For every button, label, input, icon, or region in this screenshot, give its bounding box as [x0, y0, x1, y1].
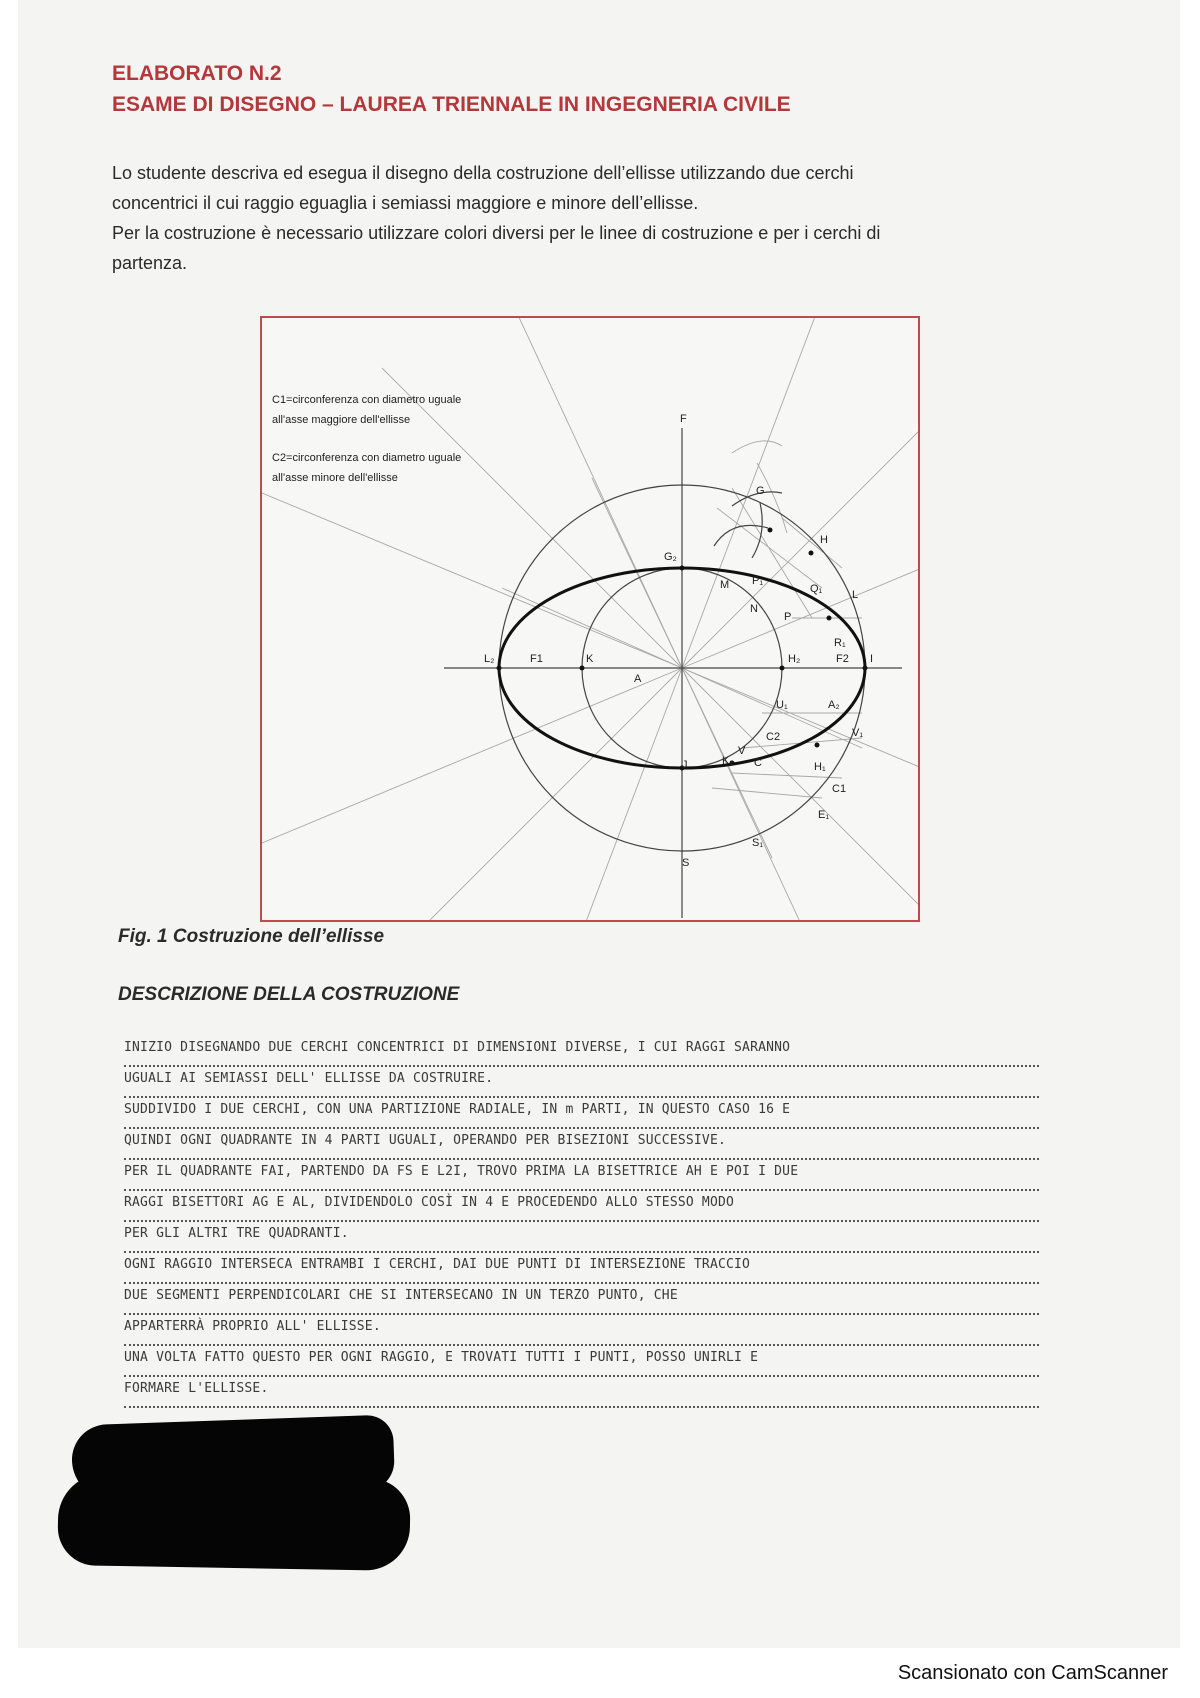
radial-line [262, 493, 682, 668]
handwritten-description [124, 1036, 1039, 1408]
document-title: ELABORATO N.2 [112, 62, 282, 85]
point-label: P₁ [752, 575, 764, 587]
point-marker [780, 666, 785, 671]
point-label: Q₁ [810, 583, 823, 595]
instructions-line: concentrici il cui raggio eguaglia i semiassi maggiore e minore dell’ellisse. [112, 193, 699, 213]
point-label: L [852, 589, 859, 601]
handwritten-line: QUINDI OGNI QUADRANTE IN 4 PARTI UGUALI, OPERANDO PER BISEZIONI SUCCESSIVE. [124, 1129, 1039, 1160]
radial-line [682, 318, 822, 668]
point-label: A [634, 673, 642, 685]
radial-line [510, 318, 682, 668]
radial-line [682, 668, 918, 843]
handwritten-line: FORMARE L'ELLISSE. [124, 1377, 1039, 1408]
point-label: F2 [836, 653, 849, 665]
point-label: P [784, 611, 792, 623]
radial-line [592, 478, 682, 668]
handwritten-line: RAGGI BISETTORI AG E AL, DIVIDENDOLO COSÌ IN 4 E PROCEDENDO ALLO STESSO MODO [124, 1191, 1039, 1222]
point-marker [827, 616, 832, 621]
handwritten-line: UNA VOLTA FATTO QUESTO PER OGNI RAGGIO, E TROVATI TUTTI I PUNTI, POSSO UNIRLI E [124, 1346, 1039, 1377]
point-label: G [756, 485, 765, 497]
legend-c2 [272, 448, 461, 488]
point-label: M [720, 579, 730, 591]
point-label: I [870, 653, 874, 665]
radial-line [262, 668, 682, 843]
redaction-block [57, 1473, 411, 1571]
point-label: K₁ [722, 755, 734, 767]
point-marker [580, 666, 585, 671]
point-label: R₁ [834, 637, 846, 649]
construction-arc [714, 492, 782, 558]
point-label: U₁ [776, 699, 788, 711]
legend-c1 [272, 390, 461, 430]
construction-line [717, 488, 862, 618]
point-marker [768, 528, 773, 533]
handwritten-line: UGUALI AI SEMIASSI DELL' ELLISSE DA COSTRUIRE. [124, 1067, 1039, 1098]
point-label: C1 [832, 783, 847, 795]
point-label: C2 [766, 731, 781, 743]
point-label: C [754, 757, 762, 769]
radial-line [682, 368, 918, 668]
instructions-line: Per la costruzione è necessario utilizzare colori diversi per le linee di costruzione e per i cerchi di [112, 223, 881, 243]
point-label: S [682, 857, 690, 869]
handwritten-line: PER IL QUADRANTE FAI, PARTENDO DA FS E L2I, TROVO PRIMA LA BISETTRICE AH E POI I DUE [124, 1160, 1039, 1191]
legend-line: C1=circonferenza con diametro uguale [272, 394, 462, 406]
point-label: H₁ [814, 761, 826, 773]
point-marker [815, 743, 820, 748]
point-label: N [750, 603, 758, 615]
point-label: H₂ [788, 653, 801, 665]
handwritten-line: INIZIO DISEGNANDO DUE CERCHI CONCENTRICI DI DIMENSIONI DIVERSE, I CUI RAGGI SARANNO [124, 1036, 1039, 1067]
radial-line [382, 668, 682, 920]
legend-line: C2=circonferenza con diametro uguale [272, 452, 462, 464]
point-marker [497, 666, 502, 671]
figure-caption: Fig. 1 Costruzione dell’ellisse [118, 926, 385, 947]
radial-line [542, 668, 682, 920]
point-label: L₂ [484, 653, 495, 665]
point-label: E₁ [818, 809, 830, 821]
handwritten-line: DUE SEGMENTI PERPENDICOLARI CHE SI INTERSECANO IN UN TERZO PUNTO, CHE [124, 1284, 1039, 1315]
point-label: K [586, 653, 594, 665]
point-marker [863, 666, 868, 671]
handwritten-line: PER GLI ALTRI TRE QUADRANTI. [124, 1222, 1039, 1253]
handwritten-line: APPARTERRÀ PROPRIO ALL' ELLISSE. [124, 1315, 1039, 1346]
section-heading: DESCRIZIONE DELLA COSTRUZIONE [118, 984, 460, 1005]
point-label: V [738, 745, 746, 757]
document-subtitle: ESAME DI DISEGNO – LAUREA TRIENNALE IN INGEGNERIA CIVILE [112, 93, 791, 116]
point-label: G₂ [664, 551, 677, 563]
radial-line [682, 493, 918, 668]
instructions-text [112, 158, 1072, 278]
instructions-line: Lo studente descriva ed esegua il disegno della costruzione dell’ellisse utilizzando due cerchi [112, 163, 854, 183]
point-marker [809, 551, 814, 556]
handwritten-line: SUDDIVIDO I DUE CERCHI, CON UNA PARTIZIONE RADIALE, IN m PARTI, IN QUESTO CASO 16 E [124, 1098, 1039, 1129]
instructions-line: partenza. [112, 253, 188, 273]
legend-line: all'asse maggiore dell'ellisse [272, 414, 411, 426]
point-label: H [820, 534, 828, 546]
handwritten-line: OGNI RAGGIO INTERSECA ENTRAMBI I CERCHI, DAI DUE PUNTI DI INTERSEZIONE TRACCIO [124, 1253, 1039, 1284]
legend-line: all'asse minore dell'ellisse [272, 472, 398, 484]
ellipse-construction-figure [260, 316, 920, 922]
point-label: F [680, 413, 687, 425]
point-label: F1 [530, 653, 543, 665]
point-label: J [682, 759, 688, 771]
point-marker [680, 566, 685, 571]
point-label: S₁ [752, 837, 764, 849]
point-label: V₁ [852, 727, 864, 739]
scanner-watermark: Scansionato con CamScanner [897, 1662, 1168, 1684]
point-label: A₂ [828, 699, 840, 711]
radial-line [682, 668, 918, 920]
